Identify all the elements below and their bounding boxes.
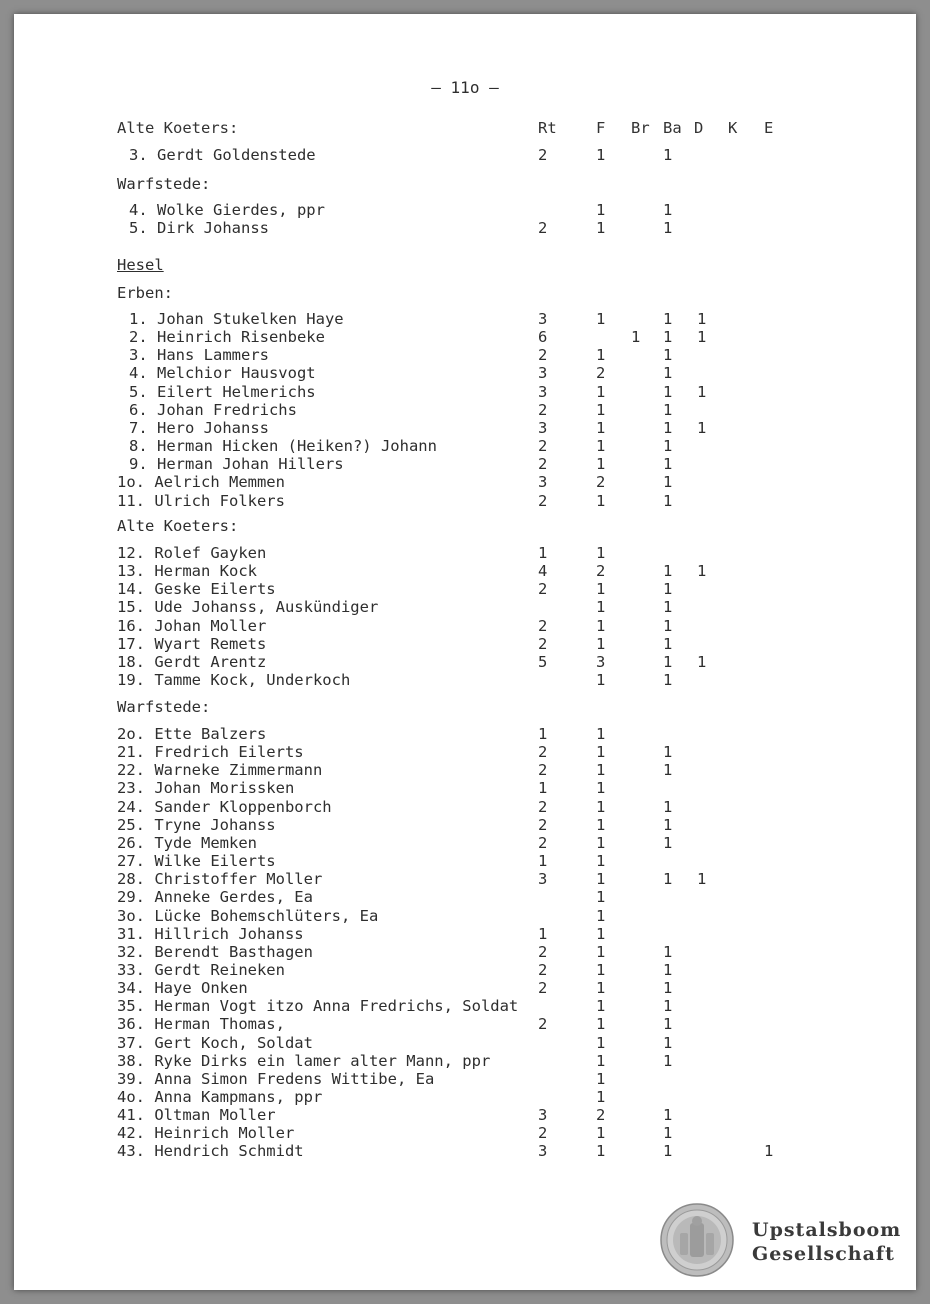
row-f: 1 — [596, 960, 606, 979]
table-row — [0, 870, 930, 888]
row-f: 1 — [596, 598, 606, 617]
row-ba: 1 — [663, 418, 673, 437]
row-ba: 1 — [663, 1033, 673, 1052]
row-rt: 2 — [538, 960, 548, 979]
row-name: 8. Herman Hicken (Heiken?) Johann — [129, 437, 437, 456]
section-heading: Alte Koeters: — [117, 517, 239, 535]
row-rt: 2 — [538, 761, 548, 780]
row-f: 1 — [596, 797, 606, 816]
row-name: 4. Melchior Hausvogt — [129, 364, 316, 383]
row-name: 43. Hendrich Schmidt — [117, 1142, 304, 1161]
table-row — [0, 761, 930, 779]
table-row — [0, 725, 930, 743]
row-f: 1 — [596, 997, 606, 1016]
row-f: 1 — [596, 852, 606, 871]
row-f: 1 — [596, 580, 606, 599]
row-f: 1 — [596, 1069, 606, 1088]
row-f: 1 — [596, 544, 606, 562]
row-f: 1 — [596, 1015, 606, 1034]
row-ba: 1 — [663, 616, 673, 635]
row-name: 9. Herman Johan Hillers — [129, 455, 344, 474]
row-name: 35. Herman Vogt itzo Anna Fredrichs, Soldat — [117, 997, 519, 1016]
table-row — [0, 925, 930, 943]
table-row — [0, 364, 930, 382]
row-ba: 1 — [663, 942, 673, 961]
table-row — [0, 1052, 930, 1070]
row-f: 1 — [596, 634, 606, 653]
row-rt: 1 — [538, 852, 548, 871]
row-f: 1 — [596, 455, 606, 474]
table-row: 3. Gerdt Goldenstede 2 1 1 — [129, 146, 673, 164]
row-name: 11. Ulrich Folkers — [117, 491, 285, 510]
table-row — [0, 798, 930, 816]
row-rt: 2 — [538, 634, 548, 653]
row-name: 29. Anneke Gerdes, Ea — [117, 888, 313, 907]
row-ba: 1 — [663, 997, 673, 1016]
row-f: 1 — [596, 418, 606, 437]
row-name: 27. Wilke Eilerts — [117, 852, 276, 871]
row-ba: 1 — [663, 364, 673, 383]
row-ba: 1 — [663, 328, 673, 347]
row-d: 1 — [697, 382, 707, 401]
row-f: 1 — [596, 400, 606, 419]
section-heading: Alte Koeters: — [117, 119, 239, 137]
row-rt: 1 — [538, 544, 548, 562]
row-ba: 1 — [663, 797, 673, 816]
table-row — [0, 653, 930, 671]
table-row — [0, 1106, 930, 1124]
table-row — [0, 1034, 930, 1052]
row-f: 1 — [596, 1051, 606, 1070]
row-name: 3o. Lücke Bohemschlüters, Ea — [117, 906, 379, 925]
col-rt: Rt — [538, 119, 557, 137]
row-ba: 1 — [663, 598, 673, 617]
table-row: 4. Wolke Gierdes, ppr 1 1 — [129, 201, 673, 219]
row-ba: 1 — [663, 1106, 673, 1125]
table-row — [0, 852, 930, 870]
row-name: 31. Hillrich Johanss — [117, 924, 304, 943]
row-ba: 1 — [663, 400, 673, 419]
row-name: 19. Tamme Kock, Underkoch — [117, 671, 351, 690]
row-f: 1 — [596, 942, 606, 961]
row-name: 17. Wyart Remets — [117, 634, 267, 653]
table-row: 5. Dirk Johanss 2 1 1 — [129, 219, 673, 237]
row-rt: 1 — [538, 779, 548, 798]
row-rt: 2 — [538, 400, 548, 419]
table-row — [0, 437, 930, 455]
row-rt: 1 — [538, 924, 548, 943]
table-row — [0, 1142, 930, 1160]
row-d: 1 — [697, 870, 707, 889]
row-name: 15. Ude Johanss, Auskündiger — [117, 598, 379, 617]
row-f: 1 — [596, 779, 606, 798]
table-row — [0, 401, 930, 419]
table-row — [0, 743, 930, 761]
row-ba: 1 — [663, 562, 673, 581]
row-rt: 5 — [538, 652, 548, 671]
row-ba: 1 — [663, 815, 673, 834]
row-name: 36. Herman Thomas, — [117, 1015, 285, 1034]
row-d: 1 — [697, 418, 707, 437]
row-rt: 2 — [538, 455, 548, 474]
row-f: 1 — [596, 870, 606, 889]
row-f: 2 — [596, 364, 606, 383]
row-rt: 1 — [538, 725, 548, 743]
row-ba: 1 — [663, 652, 673, 671]
row-name: 12. Rolef Gayken — [117, 544, 267, 562]
section-heading: Warfstede: — [117, 698, 211, 716]
row-rt: 2 — [538, 797, 548, 816]
row-f: 1 — [596, 815, 606, 834]
row-f: 1 — [596, 833, 606, 852]
row-name: 25. Tryne Johanss — [117, 815, 276, 834]
table-row — [0, 1015, 930, 1033]
section-heading: Erben: — [117, 284, 173, 302]
row-ba: 1 — [663, 870, 673, 889]
row-ba: 1 — [663, 1015, 673, 1034]
row-f: 1 — [596, 346, 606, 365]
row-f: 1 — [596, 906, 606, 925]
col-f: F — [596, 119, 606, 137]
row-name: 18. Gerdt Arentz — [117, 652, 267, 671]
row-f: 1 — [596, 491, 606, 510]
row-name: 16. Johan Moller — [117, 616, 267, 635]
row-f: 2 — [596, 1106, 606, 1125]
row-f: 1 — [596, 671, 606, 690]
table-row — [0, 310, 930, 328]
row-f: 1 — [596, 616, 606, 635]
row-rt: 2 — [538, 942, 548, 961]
row-rt: 3 — [538, 310, 548, 328]
table-row — [0, 562, 930, 580]
row-ba: 1 — [663, 979, 673, 998]
row-ba: 1 — [663, 671, 673, 690]
row-name: 14. Geske Eilerts — [117, 580, 276, 599]
row-ba: 1 — [663, 1051, 673, 1070]
row-rt: 6 — [538, 328, 548, 347]
row-rt: 3 — [538, 473, 548, 492]
table-row — [0, 816, 930, 834]
table-row — [0, 383, 930, 401]
row-rt: 2 — [538, 491, 548, 510]
row-ba: 1 — [663, 346, 673, 365]
row-rt: 3 — [538, 1142, 548, 1161]
row-name: 42. Heinrich Moller — [117, 1124, 295, 1143]
row-name: 21. Fredrich Eilerts — [117, 743, 304, 762]
row-name: 34. Haye Onken — [117, 979, 248, 998]
row-ba: 1 — [663, 761, 673, 780]
row-e: 1 — [764, 1142, 774, 1161]
row-rt: 2 — [538, 616, 548, 635]
section-heading: Warfstede: — [117, 175, 211, 193]
row-f: 1 — [596, 1033, 606, 1052]
row-name: 28. Christoffer Moller — [117, 870, 323, 889]
row-rt: 3 — [538, 870, 548, 889]
row-f: 2 — [596, 473, 606, 492]
row-rt: 2 — [538, 346, 548, 365]
row-ba: 1 — [663, 455, 673, 474]
table-row — [0, 455, 930, 473]
row-ba: 1 — [663, 634, 673, 653]
table-row — [0, 580, 930, 598]
row-name: 5. Eilert Helmerichs — [129, 382, 316, 401]
table-row — [0, 671, 930, 689]
row-rt: 3 — [538, 364, 548, 383]
table-row — [0, 617, 930, 635]
brand-line1: Upstalsboom — [752, 1219, 902, 1241]
row-name: 2o. Ette Balzers — [117, 725, 267, 743]
col-k: K — [728, 119, 738, 137]
row-d: 1 — [697, 310, 707, 328]
table-row — [0, 598, 930, 616]
row-ba: 1 — [663, 833, 673, 852]
page-number: — 11o — — [431, 78, 499, 97]
table-row — [0, 943, 930, 961]
col-ba: Ba — [663, 119, 682, 137]
row-name: 39. Anna Simon Fredens Wittibe, Ea — [117, 1069, 435, 1088]
row-rt: 2 — [538, 743, 548, 762]
table-row — [0, 779, 930, 797]
row-rt: 3 — [538, 418, 548, 437]
row-f: 1 — [596, 310, 606, 328]
table-row — [0, 961, 930, 979]
row-ba: 1 — [663, 1124, 673, 1143]
table-row — [0, 544, 930, 562]
row-name: 7. Hero Johanss — [129, 418, 269, 437]
table-row — [0, 907, 930, 925]
row-rt: 2 — [538, 437, 548, 456]
row-rt: 3 — [538, 382, 548, 401]
table-row — [0, 1088, 930, 1106]
row-name: 6. Johan Fredrichs — [129, 400, 297, 419]
society-brand — [752, 1218, 901, 1266]
row-name: 4o. Anna Kampmans, ppr — [117, 1088, 323, 1106]
row-name: 1o. Aelrich Memmen — [117, 473, 285, 492]
row-rt: 2 — [538, 1015, 548, 1034]
row-rt: 2 — [538, 979, 548, 998]
row-rt: 3 — [538, 1106, 548, 1125]
row-ba: 1 — [663, 437, 673, 456]
row-rt: 2 — [538, 833, 548, 852]
table-row — [0, 473, 930, 491]
row-f: 3 — [596, 652, 606, 671]
place-heading: Hesel — [117, 256, 164, 274]
table-row — [0, 997, 930, 1015]
row-name: 3. Hans Lammers — [129, 346, 269, 365]
row-ba: 1 — [663, 382, 673, 401]
row-d: 1 — [697, 562, 707, 581]
row-f: 1 — [596, 888, 606, 907]
row-rt: 2 — [538, 580, 548, 599]
row-ba: 1 — [663, 960, 673, 979]
table-row — [0, 834, 930, 852]
row-name: 38. Ryke Dirks ein lamer alter Mann, ppr — [117, 1051, 491, 1070]
table-row — [0, 346, 930, 364]
row-f: 1 — [596, 1142, 606, 1161]
col-e: E — [764, 119, 774, 137]
row-ba: 1 — [663, 1142, 673, 1161]
row-f: 1 — [596, 924, 606, 943]
col-br: Br — [631, 119, 650, 137]
row-f: 1 — [596, 382, 606, 401]
row-ba: 1 — [663, 310, 673, 328]
row-f: 1 — [596, 1088, 606, 1106]
table-row — [0, 888, 930, 906]
row-f: 1 — [596, 761, 606, 780]
row-d: 1 — [697, 328, 707, 347]
row-name: 24. Sander Kloppenborch — [117, 797, 332, 816]
row-rt: 4 — [538, 562, 548, 581]
row-d: 1 — [697, 652, 707, 671]
table-row — [0, 979, 930, 997]
row-f: 1 — [596, 1124, 606, 1143]
row-br: 1 — [631, 328, 641, 347]
row-ba: 1 — [663, 473, 673, 492]
row-name: 1. Johan Stukelken Haye — [129, 310, 344, 328]
row-name: 22. Warneke Zimmermann — [117, 761, 323, 780]
row-f: 1 — [596, 979, 606, 998]
row-f: 1 — [596, 743, 606, 762]
table-row — [0, 492, 930, 510]
row-name: 13. Herman Kock — [117, 562, 257, 581]
row-name: 37. Gert Koch, Soldat — [117, 1033, 313, 1052]
row-rt: 2 — [538, 815, 548, 834]
col-d: D — [694, 119, 704, 137]
row-ba: 1 — [663, 743, 673, 762]
table-row — [0, 419, 930, 437]
row-ba: 1 — [663, 580, 673, 599]
brand-line2: Gesellschaft — [752, 1243, 895, 1265]
table-row — [0, 1124, 930, 1142]
table-row — [0, 328, 930, 346]
row-name: 2. Heinrich Risenbeke — [129, 328, 325, 347]
row-rt: 2 — [538, 1124, 548, 1143]
table-row — [0, 1070, 930, 1088]
row-name: 23. Johan Morissken — [117, 779, 295, 798]
society-seal-icon — [660, 1203, 734, 1277]
row-f: 1 — [596, 725, 606, 743]
row-f: 2 — [596, 562, 606, 581]
row-name: 33. Gerdt Reineken — [117, 960, 285, 979]
row-name: 26. Tyde Memken — [117, 833, 257, 852]
table-row — [0, 635, 930, 653]
row-f: 1 — [596, 437, 606, 456]
row-ba: 1 — [663, 491, 673, 510]
row-name: 32. Berendt Basthagen — [117, 942, 313, 961]
column-header-row — [0, 119, 930, 137]
row-name: 41. Oltman Moller — [117, 1106, 276, 1125]
